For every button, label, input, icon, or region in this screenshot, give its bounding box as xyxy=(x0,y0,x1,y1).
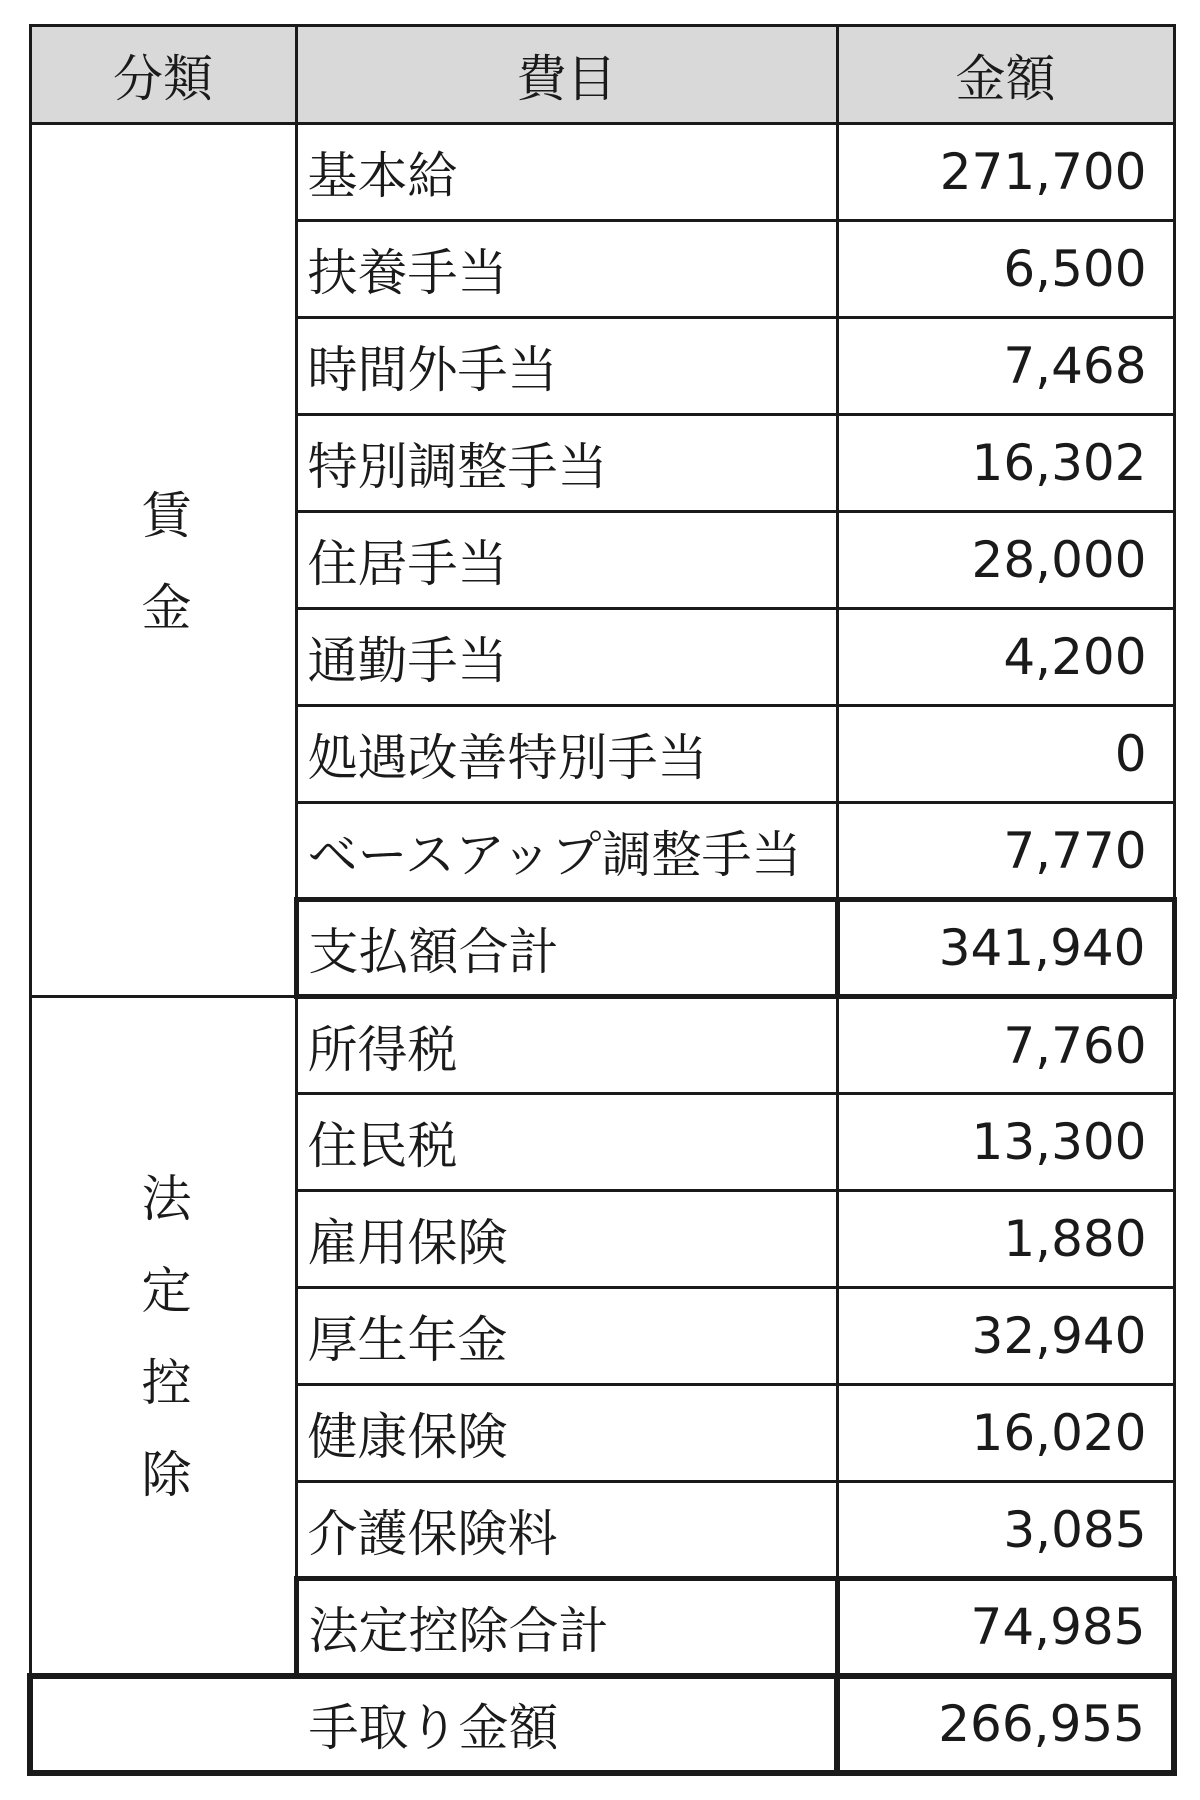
header-amount: 金額 xyxy=(837,26,1174,124)
item-amount: 7,770 xyxy=(837,803,1174,900)
item-name: 通勤手当 xyxy=(296,609,837,706)
net-pay-row xyxy=(30,1676,1174,1773)
category-wages: 賃金 xyxy=(30,124,296,997)
item-amount: 3,085 xyxy=(837,1482,1174,1579)
item-amount: 16,302 xyxy=(837,415,1174,512)
item-amount: 1,880 xyxy=(837,1191,1174,1288)
net-pay-amount: 266,955 xyxy=(837,1676,1174,1773)
payroll-table xyxy=(27,24,1177,1776)
wages-total-label: 支払額合計 xyxy=(296,900,837,997)
item-name: 住民税 xyxy=(296,1094,837,1191)
item-name: ベースアップ調整手当 xyxy=(296,803,837,900)
item-amount: 28,000 xyxy=(837,512,1174,609)
net-pay-label: 手取り金額 xyxy=(30,1676,837,1773)
item-name: 特別調整手当 xyxy=(296,415,837,512)
item-name: 住居手当 xyxy=(296,512,837,609)
item-name: 基本給 xyxy=(296,124,837,221)
header-row xyxy=(30,26,1174,124)
header-category: 分類 xyxy=(30,26,296,124)
item-amount: 16,020 xyxy=(837,1385,1174,1482)
item-name: 所得税 xyxy=(296,997,837,1094)
item-name: 時間外手当 xyxy=(296,318,837,415)
item-name: 健康保険 xyxy=(296,1385,837,1482)
category-deductions: 法定控除 xyxy=(30,997,296,1676)
deductions-total-label: 法定控除合計 xyxy=(296,1579,837,1676)
item-amount: 271,700 xyxy=(837,124,1174,221)
item-name: 扶養手当 xyxy=(296,221,837,318)
item-amount: 13,300 xyxy=(837,1094,1174,1191)
item-name: 介護保険料 xyxy=(296,1482,837,1579)
item-amount: 7,468 xyxy=(837,318,1174,415)
item-amount: 4,200 xyxy=(837,609,1174,706)
item-name: 処遇改善特別手当 xyxy=(296,706,837,803)
table-row xyxy=(30,997,1174,1094)
item-amount: 0 xyxy=(837,706,1174,803)
header-item: 費目 xyxy=(296,26,837,124)
item-amount: 7,760 xyxy=(837,997,1174,1094)
wages-total-amount: 341,940 xyxy=(837,900,1174,997)
item-name: 雇用保険 xyxy=(296,1191,837,1288)
table-row xyxy=(30,124,1174,221)
item-name: 厚生年金 xyxy=(296,1288,837,1385)
item-amount: 32,940 xyxy=(837,1288,1174,1385)
deductions-total-amount: 74,985 xyxy=(837,1579,1174,1676)
item-amount: 6,500 xyxy=(837,221,1174,318)
